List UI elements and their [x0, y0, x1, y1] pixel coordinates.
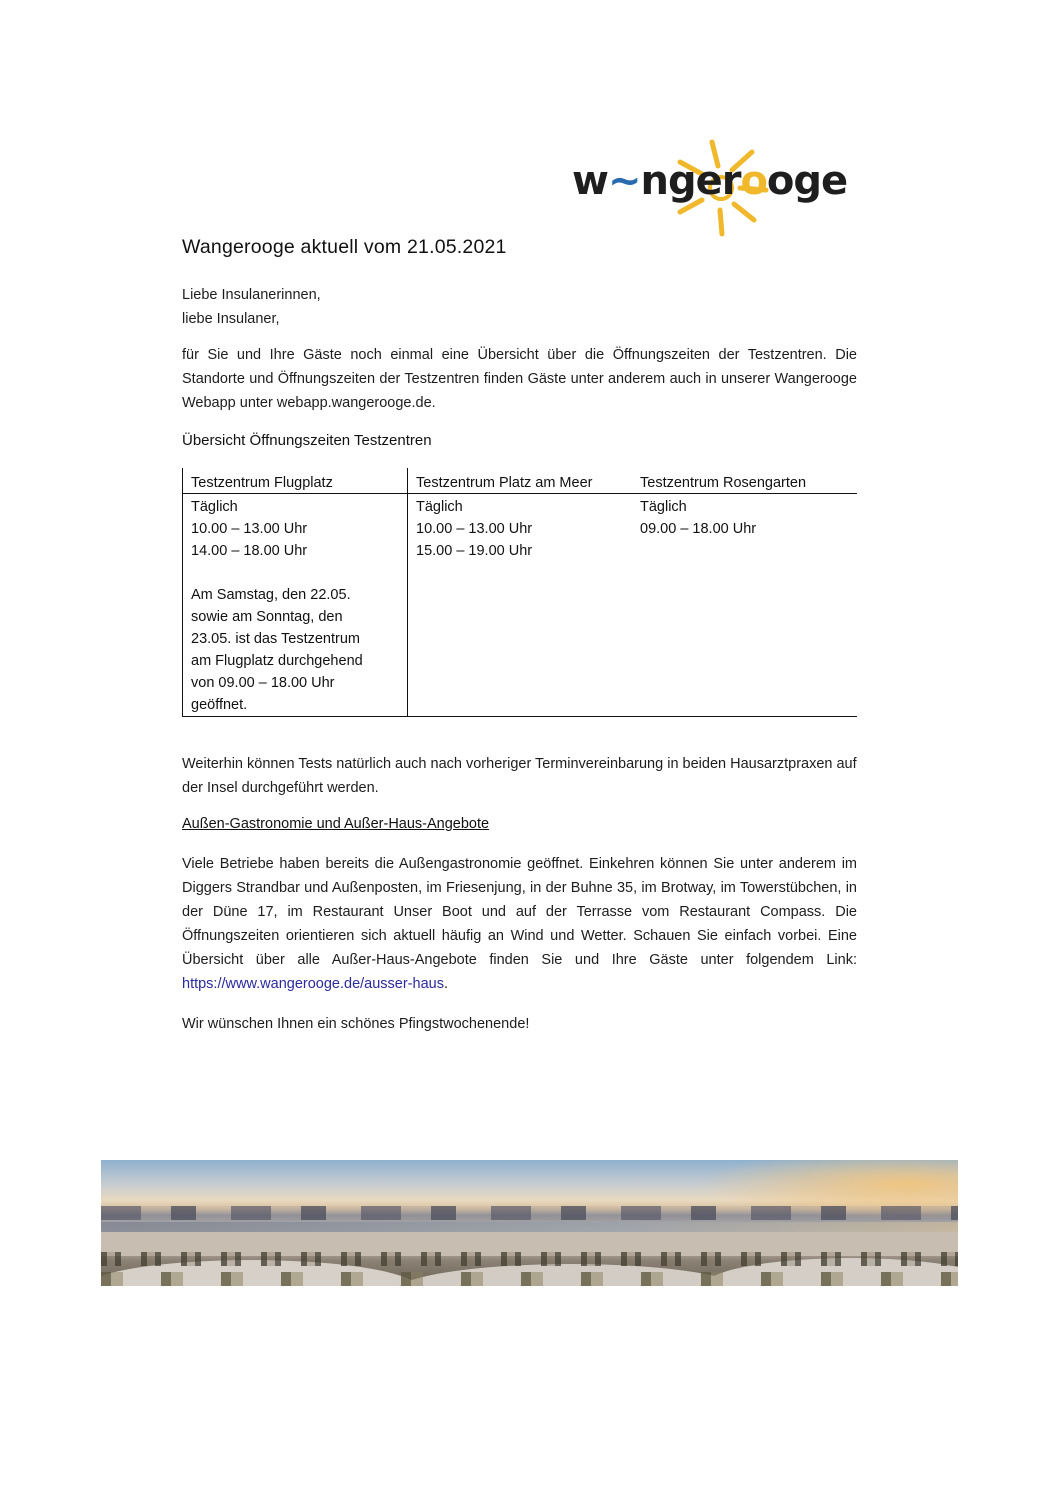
greeting-line: liebe Insulaner, [182, 311, 280, 327]
column-header-platz-am-meer: Testzentrum Platz am Meer [408, 468, 633, 494]
gastro-text: Viele Betriebe haben bereits die Außengastronomie geöffnet. Einkehren können Sie unter anderem im Diggers Strandbar und Außenposten, im Friesenjung, in der Buhne 35, im Brotway, im Towerstübchen, in der Düne 17, im Restaurant Unser Boot und auf der Terrasse vom Restaurant Compass. Die Öffnungszeiten orientieren sich aktuell häufig an Wind und Wetter. Schauen Sie einfach vorbei. Eine Übersicht über alle Außer-Haus-Angebote finden Sie und Ihre Gäste unter folgendem Link: [182, 856, 857, 968]
closing-line: Wir wünschen Ihnen ein schönes Pfingstwochenende! [182, 1016, 530, 1032]
cell-line: 10.00 – 13.00 Uhr [191, 521, 308, 537]
cell-line: Täglich [640, 499, 687, 515]
cell-note-line: am Flugplatz durchgehend [191, 653, 363, 669]
cell-note-line: sowie am Sonntag, den [191, 609, 343, 625]
gastro-paragraph [182, 852, 857, 996]
greeting-line: Liebe Insulanerinnen, [182, 287, 321, 303]
cell-line: 10.00 – 13.00 Uhr [416, 521, 533, 537]
cell-line: 09.00 – 18.00 Uhr [640, 521, 757, 537]
cell-rosengarten [632, 494, 857, 717]
logo-wordmark: w~ngerooge [572, 158, 848, 204]
page-title: Wangerooge aktuell vom 21.05.2021 [182, 236, 507, 258]
cell-line: 15.00 – 19.00 Uhr [416, 543, 533, 559]
greeting [182, 283, 857, 331]
wangerooge-logo [566, 138, 848, 238]
column-header-flugplatz: Testzentrum Flugplatz [183, 468, 408, 494]
opening-hours-table [182, 468, 857, 717]
cell-line: Täglich [191, 499, 238, 515]
beach-panorama-image [101, 1160, 958, 1286]
cell-note-line: 23.05. ist das Testzentrum [191, 631, 360, 647]
table-heading: Übersicht Öffnungszeiten Testzentren [182, 432, 432, 449]
column-header-rosengarten: Testzentrum Rosengarten [632, 468, 857, 494]
cell-platz-am-meer [408, 494, 633, 717]
cell-note-line: geöffnet. [191, 697, 248, 713]
cell-line: 14.00 – 18.00 Uhr [191, 543, 308, 559]
cell-note-line: von 09.00 – 18.00 Uhr [191, 675, 335, 691]
intro-paragraph: für Sie und Ihre Gäste noch einmal eine Übersicht über die Öffnungszeiten der Testzentren. Die Standorte und Öffnungszeiten der Testzentren finden Gäste unter anderem auch in unserer Wangerooge Webapp unter webapp.wangerooge.de. [182, 347, 857, 411]
after-table-paragraph: Weiterhin können Tests natürlich auch nach vorheriger Terminvereinbarung in beiden Hausarztpraxen auf der Insel durchgeführt werden. [182, 756, 857, 796]
wave-icon: ~ [607, 158, 641, 204]
cell-flugplatz [183, 494, 408, 717]
link-suffix: . [443, 976, 448, 992]
cell-line: Täglich [416, 499, 463, 515]
ausser-haus-link[interactable]: https://www.wangerooge.de/ausser-haus [182, 976, 444, 992]
cell-note-line: Am Samstag, den 22.05. [191, 587, 351, 603]
gastro-heading: Außen-Gastronomie und Außer-Haus-Angebote [182, 816, 490, 832]
